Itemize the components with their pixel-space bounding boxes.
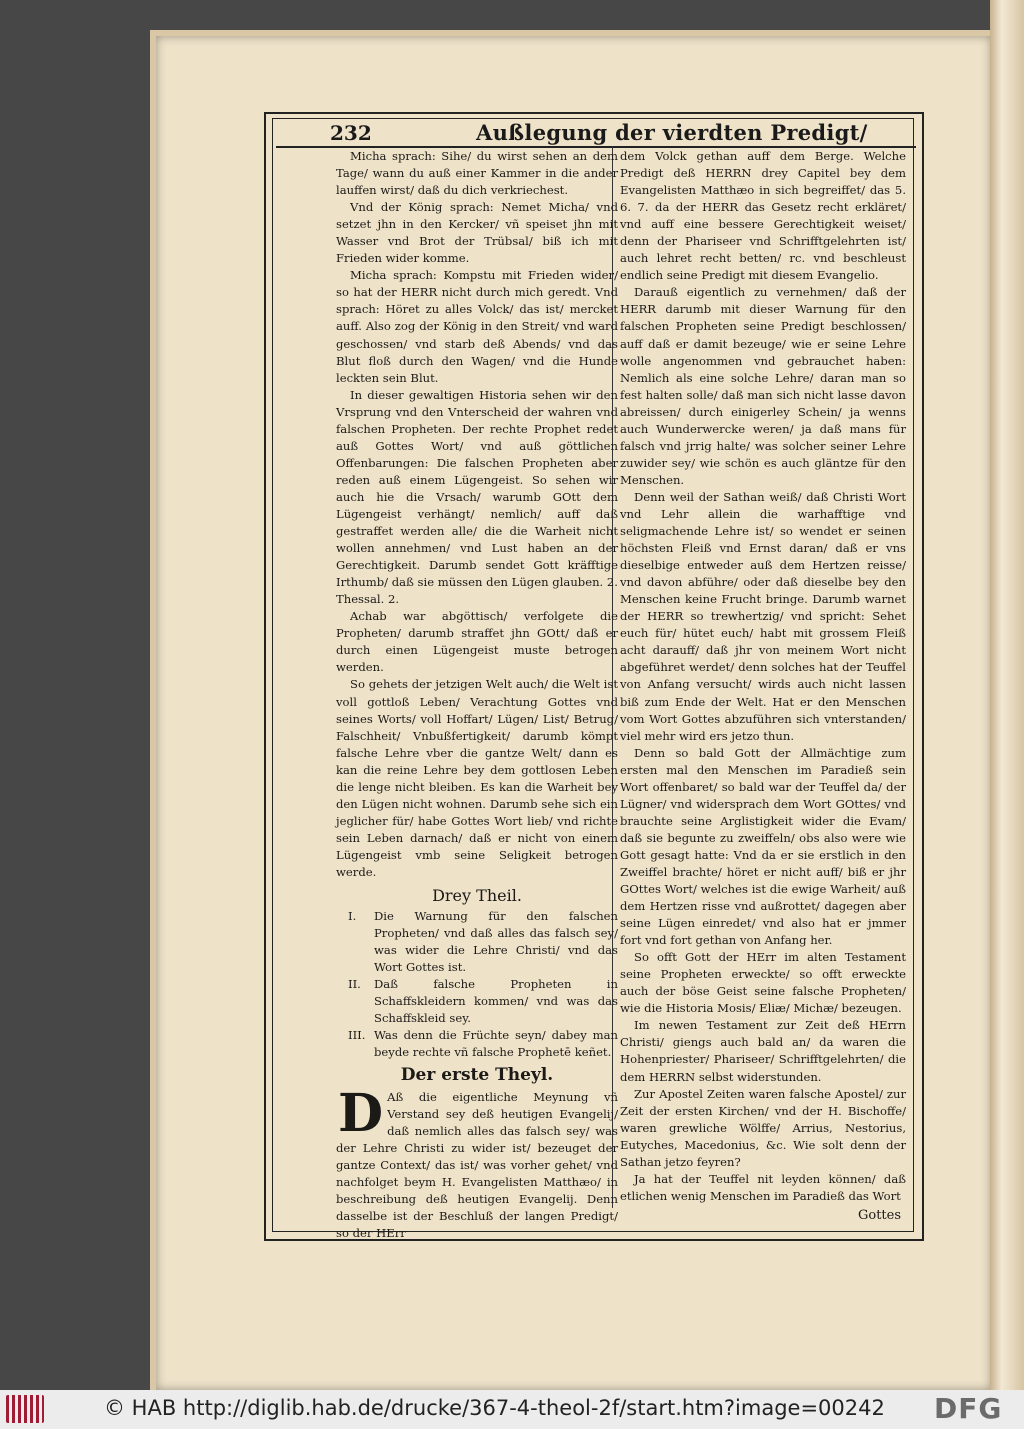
outline-numeral: I. [348, 909, 357, 924]
citation-link[interactable]: © HAB http://diglib.hab.de/drucke/367-4-theol-2f/start.htm?image=00242 [104, 1396, 885, 1420]
paragraph: Im newen Testament zur Zeit deß HErrn Christi/ giengs auch bald an/ da waren die Hohenpriester/ Phariseer/ Schrifftgelehrten/ die dem HERRN selbst widerstunden. [620, 1018, 906, 1084]
paragraph: dem Volck gethan auff dem Berge. Welche Predigt deß HERRN drey Capitel bey dem Evangelisten Matthæo in sich begreiffet/ das 5. 6. 7. da der HERR das Gesetz recht erkläret/ vnd auff eine bessere Gerechtigkeit weiset/ denn der Phariseer vnd Schrifftgelehrten ist/ auch lehret recht betten/ rc. vnd beschleust endlich seine Predigt mit diesem Evangelio. [620, 149, 906, 283]
outline-item [336, 908, 618, 976]
outline-item [336, 976, 618, 1027]
paragraph-with-initial [336, 1082, 618, 1242]
outline-item [336, 1027, 618, 1061]
outline-text: Die Warnung für den falschen Propheten/ vnd daß alles das falsch sey/ was wider die Lehre Christi/ vnd das Wort Gottes ist. [374, 909, 618, 975]
paragraph: Denn so bald Gott der Allmächtige zum ersten mal den Menschen im Paradieß sein Wort offenbaret/ so bald war der Teuffel da/ der Lügner/ vnd widersprach dem Wort GOttes/ vnd brauchte seine Arglistigkeit wider die Evam/ daß sie begunte zu zweiffeln/ obs also were wie Gott gesagt hatte: Vnd da er sie erstlich in den Zweiffel brachte/ höret er nicht auff/ biß er jhr GOttes Wort/ welches ist die ewige Warheit/ auß dem Hertzen risse vnd außrottet/ dagegen aber seine Lügen einredet/ vnd also hat er jmmer fort vnd fort gethan von Anfang her. [620, 745, 906, 948]
drop-initial: D [338, 1082, 384, 1144]
binding-edge [990, 0, 1024, 1390]
paragraph: Micha sprach: Sihe/ du wirst sehen an dem Tage/ wann du auß einer Kammer in die ander lauffen wirst/ daß du dich verkriechest. [336, 149, 618, 198]
barcode-icon [6, 1395, 44, 1423]
paragraph: So gehets der jetzigen Welt auch/ die Welt ist voll gottloß Leben/ Verachtung Gottes vnd seines Worts/ voll Hoffart/ Lügen/ List/ Betrug/ Falschheit/ Vnbußfertigkeit/ darumb kömpt falsche Lehre vber die gantze Welt/ dann es kan die reine Lehre bey dem gottlosen Leben die lenge nicht bleiben. Es kan die Warheit bey den Lügen nicht wohnen. Darumb sehe sich ein jeglicher für/ habe Gottes Wort lieb/ vnd richte sein Leben darnach/ daß er nicht von einem Lügengeist vmb seine Seligkeit betrogen werde. [336, 677, 618, 879]
left-column [336, 148, 618, 1242]
running-head-title: Außlegung der vierdten Predigt/ [476, 120, 868, 145]
part-heading: Der erste Theyl. [400, 1065, 554, 1086]
paragraph: Vnd der König sprach: Nemet Micha/ vnd setzet jhn in den Kercker/ vñ speiset jhn mit Wasser vnd Brot der Trübsal/ biß ich mit Frieden wider komme. [336, 200, 618, 266]
paragraph: Zur Apostel Zeiten waren falsche Apostel/ zur Zeit der ersten Kirchen/ vnd der H. Bischoffe/ waren grewliche Wölffe/ Arrius, Nestorius, Eutyches, Macedonius, &c. Wie solt denn der Sathan jetzo feyren? [620, 1086, 906, 1169]
paragraph: Micha sprach: Kompstu mit Frieden wider/ so hat der HERR nicht durch mich geredt. Vnd sprach: Höret zu alles Volck/ das ist/ mercket auff. Also zog der König in den Streit/ vnd ward geschossen/ vnd starb deß Abends/ vnd das Blut floß durch den Wagen/ vnd die Hunde leckten sein Blut. [336, 268, 618, 385]
running-header [276, 120, 916, 148]
paragraph: Denn weil der Sathan weiß/ daß Christi Wort vnd Lehr allein die warhafftige vnd seligmachende Lehre ist/ so wendet er seinen höchsten Fleiß vnd Ernst daran/ daß er vns dieselbige entweder auß dem Hertzen reisse/ vnd davon abführe/ oder daß dieselbe bey den Menschen keine Frucht bringe. Darumb warnet der HERR so trewhertzig/ vnd spricht: Sehet euch für/ hütet euch/ habt mit grossem Fleiß acht darauff/ daß jhr von meinem Wort nicht abgeführet werdet/ denn solches hat der Teuffel von Anfang versucht/ wirds auch nicht lassen biß zum Ende der Welt. Hat er den Menschen vom Wort Gottes abzuführen sich vnterstanden/ viel mehr wird ers jetzo thun. [620, 489, 906, 743]
paragraph: So offt Gott der HErr im alten Testament seine Propheten erweckte/ so offt erweckte auch der böse Geist seine falsche Propheten/ wie die Historia Mosis/ Eliæ/ Michæ/ bezeugen. [620, 950, 906, 1016]
catchword: Gottes [858, 1208, 902, 1223]
outline-text: Was denn die Früchte seyn/ dabey man beyde rechte vñ falsche Prophetē keñet. [374, 1028, 618, 1060]
dfg-logo: DFG [934, 1392, 1003, 1425]
paragraph: Achab war abgöttisch/ verfolgete die Propheten/ darumb straffet jhn GOtt/ daß er durch einen Lügengeist muste betrogen werden. [336, 609, 618, 675]
page-number: 232 [330, 121, 372, 145]
outline-list [336, 908, 618, 1061]
section-heading: Drey Theil. [432, 886, 522, 906]
outline-numeral: III. [348, 1028, 366, 1043]
paragraph: Ja hat der Teuffel nit leyden können/ daß etlichen wenig Menschen im Paradieß das Wort [620, 1171, 906, 1203]
right-column [620, 148, 906, 1205]
outline-text: Daß falsche Propheten in Schaffskleidern kommen/ vnd was das Schaffskleid sey. [374, 977, 618, 1026]
outline-numeral: II. [348, 977, 361, 992]
paragraph: In dieser gewaltigen Historia sehen wir den Vrsprung vnd den Vnterscheid der wahren vnd falschen Propheten. Der rechte Prophet redet auß Gottes Wort/ vnd auß göttlichen Offenbarungen: Die falschen Propheten aber reden auß einem Lügengeist. So sehen wir auch hie die Vrsach/ warumb GOtt dem Lügengeist verhängt/ nemlich/ auff daß gestraffet werden alle/ die die Warheit nicht wollen annehmen/ vnd Lust haben an der Gerechtigkeit. Darumb sendet Gott kräfftige Irthumb/ daß sie müssen den Lügen glauben. 2. Thessal. 2. [336, 387, 618, 607]
paragraph: Darauß eigentlich zu vernehmen/ daß der HERR darumb mit dieser Warnung für den falschen Propheten seine Predigt beschlossen/ auff daß er damit bezeuge/ wie er seine Lehre wolle angenommen vnd gebrauchet haben: Nemlich als eine solche Lehre/ daran man so fest halten solle/ daß man sich nicht lasse davon abreissen/ durch einigerley Schein/ ja wenns auch Wunderwercke weren/ ja daß mans für falsch vnd jrrig halte/ was solcher seiner Lehre zuwider sey/ wie schön es auch gläntze für den Menschen. [620, 285, 906, 487]
paragraph-text: Aß die eigentliche Meynung vñ Verstand sey deß heutigen Evangelij/ daß nemlich alles das falsch sey/ was der Lehre Christi zu wider ist/ bezeuget der gantze Context/ das ist/ was vorher gehet/ vnd nachfolget beym H. Evangelisten Matthæo/ in beschreibung deß heutigen Evangelij. Denn dasselbe ist der Beschluß der langen Predigt/ so der HErr [336, 1089, 618, 1240]
